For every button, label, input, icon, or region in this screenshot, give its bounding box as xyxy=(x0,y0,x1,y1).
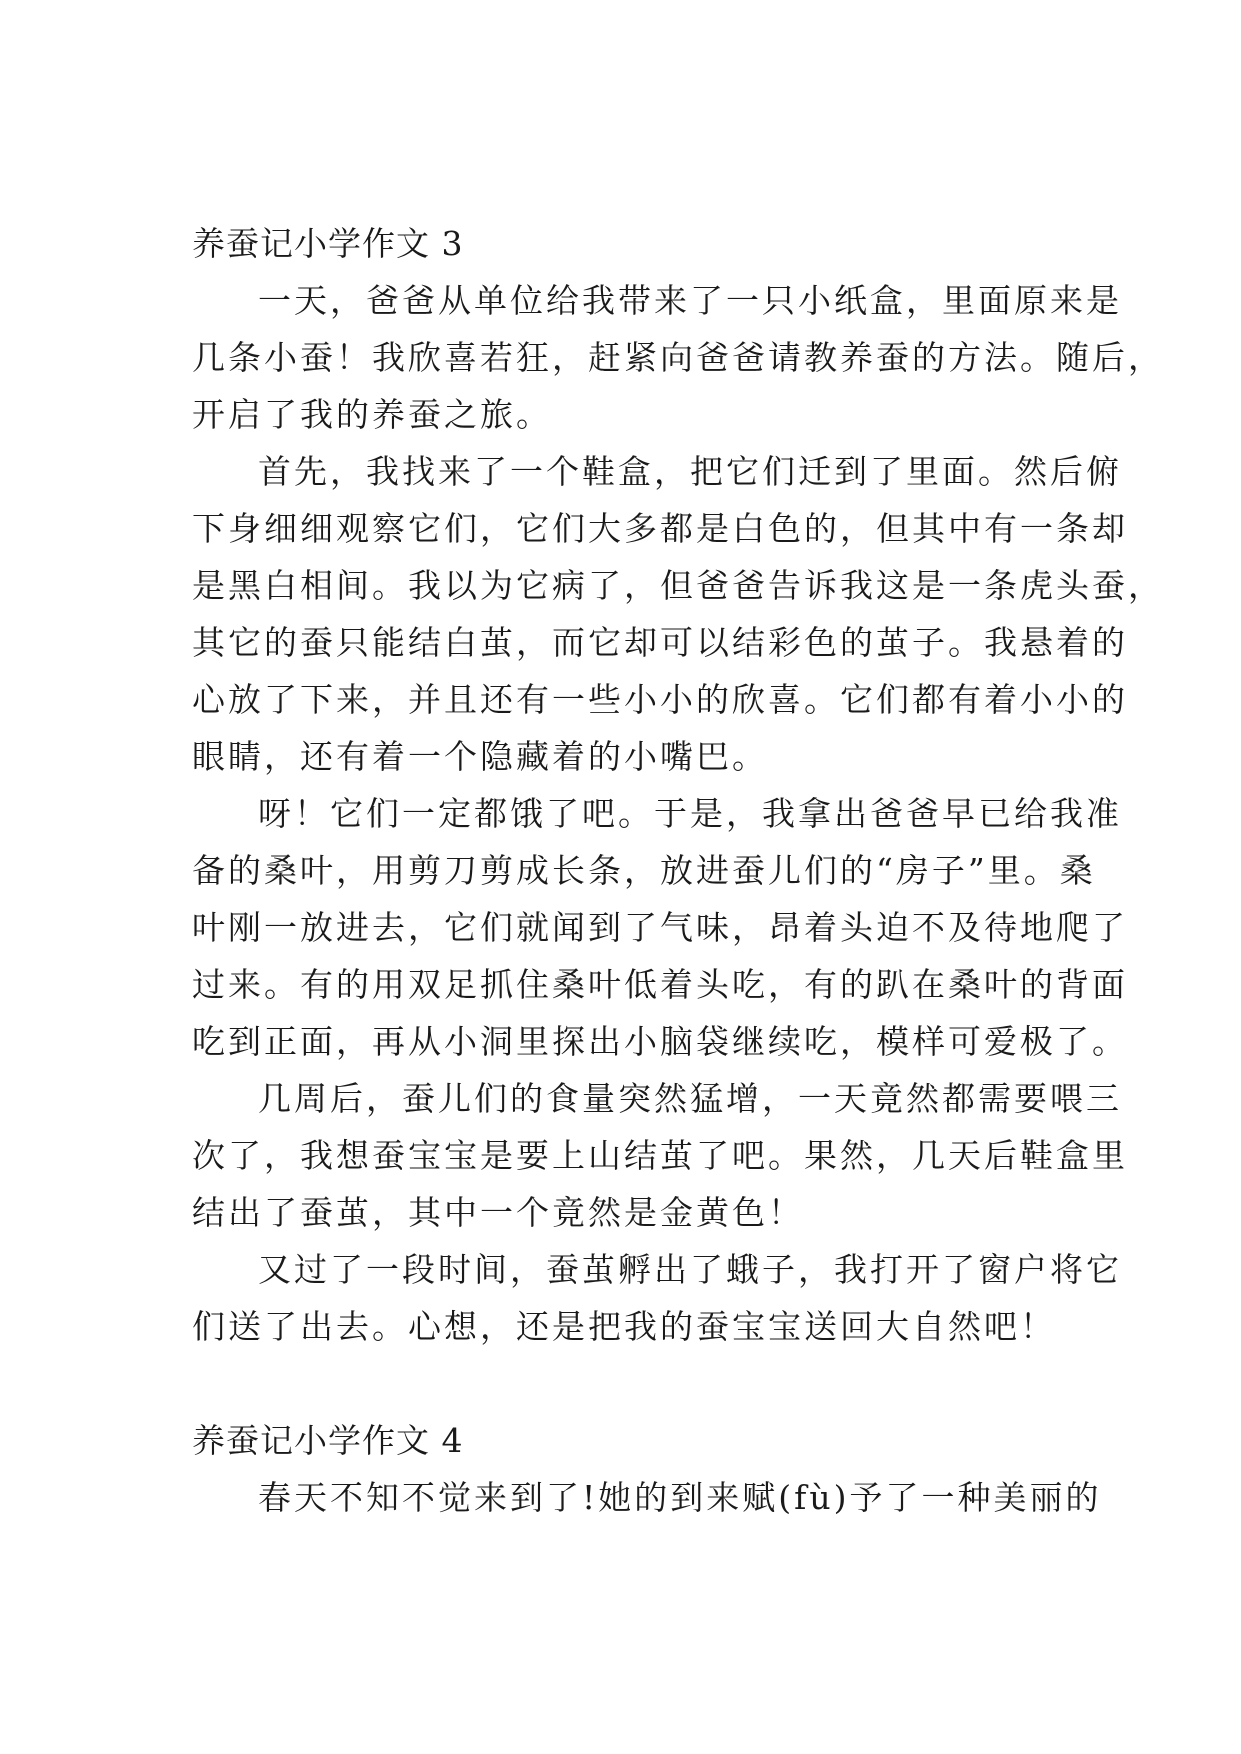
paragraph-line: 次了，我想蚕宝宝是要上山结茧了吧。果然，几天后鞋盒里 xyxy=(192,1136,1128,1175)
paragraph-line: 备的桑叶，用剪刀剪成长条，放进蚕儿们的“房子”里。桑 xyxy=(192,851,1096,890)
paragraph-line: 其它的蚕只能结白茧，而它却可以结彩色的茧子。我悬着的 xyxy=(192,623,1128,662)
section-title: 养蚕记小学作文 4 xyxy=(192,1421,464,1460)
paragraph-line: 几条小蚕！我欣喜若狂，赶紧向爸爸请教养蚕的方法。随后， xyxy=(192,338,1164,377)
paragraph-line: 春天不知不觉来到了!她的到来赋(fù)予了一种美丽的 xyxy=(258,1478,1102,1517)
paragraph-line: 叶刚一放进去，它们就闻到了气味，昂着头迫不及待地爬了 xyxy=(192,908,1128,947)
paragraph-line: 一天，爸爸从单位给我带来了一只小纸盒，里面原来是 xyxy=(258,281,1122,320)
paragraph-line: 下身细细观察它们，它们大多都是白色的，但其中有一条却 xyxy=(192,509,1128,548)
paragraph-line: 吃到正面，再从小洞里探出小脑袋继续吃，模样可爱极了。 xyxy=(192,1022,1128,1061)
paragraph-line: 心放了下来，并且还有一些小小的欣喜。它们都有着小小的 xyxy=(192,680,1128,719)
paragraph-line: 眼睛，还有着一个隐藏着的小嘴巴。 xyxy=(192,737,768,776)
section-title: 养蚕记小学作文 3 xyxy=(192,224,464,263)
paragraph-line: 首先，我找来了一个鞋盒，把它们迁到了里面。然后俯 xyxy=(258,452,1122,491)
paragraph-line: 开启了我的养蚕之旅。 xyxy=(192,395,552,434)
paragraph-line: 结出了蚕茧，其中一个竟然是金黄色！ xyxy=(192,1193,804,1232)
paragraph-line: 呀！它们一定都饿了吧。于是，我拿出爸爸早已给我准 xyxy=(258,794,1122,833)
paragraph-line: 几周后，蚕儿们的食量突然猛增，一天竟然都需要喂三 xyxy=(258,1079,1122,1118)
paragraph-line: 又过了一段时间，蚕茧孵出了蛾子，我打开了窗户将它 xyxy=(258,1250,1122,1289)
paragraph-line: 过来。有的用双足抓住桑叶低着头吃，有的趴在桑叶的背面 xyxy=(192,965,1128,1004)
paragraph-line: 是黑白相间。我以为它病了，但爸爸告诉我这是一条虎头蚕， xyxy=(192,566,1164,605)
paragraph-line: 们送了出去。心想，还是把我的蚕宝宝送回大自然吧！ xyxy=(192,1307,1056,1346)
